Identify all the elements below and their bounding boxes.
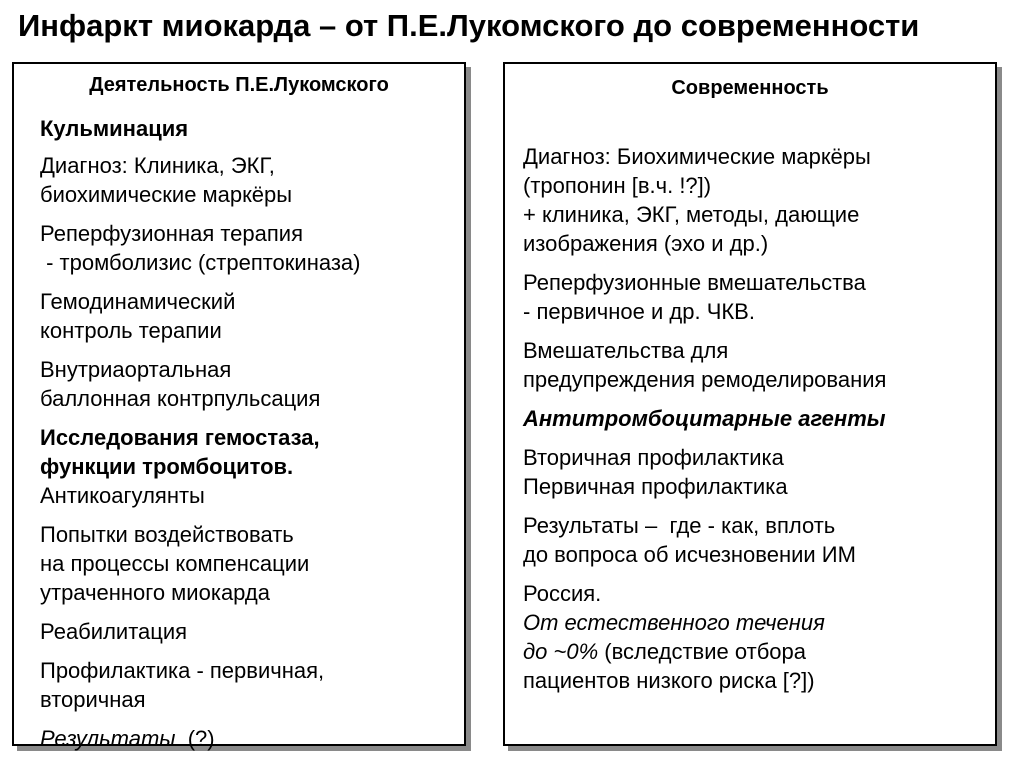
prophylaxis-item: [523, 443, 886, 501]
compensation-line-2: на процессы компенсации: [40, 551, 310, 576]
balloon-line-1: Внутриаортальная: [40, 357, 232, 382]
right-reperfusion-line-1: Реперфузионные вмешательства: [523, 270, 866, 295]
prevention-item: [40, 656, 361, 714]
prevention-line-1: Профилактика - первичная,: [40, 658, 325, 683]
right-diagnosis-item: [523, 142, 886, 258]
remodeling-line-2: предупреждения ремоделирования: [523, 367, 887, 392]
prevention-line-2: вторичная: [40, 687, 146, 712]
remodeling-item: [523, 336, 886, 394]
hemostasis-item: [40, 423, 361, 510]
left-reperfusion-item: [40, 219, 361, 277]
right-box-heading: Современность: [671, 77, 829, 99]
right-results-line-2: до вопроса об исчезновении ИМ: [523, 542, 856, 567]
anticoagulants-line: Антикоагулянты: [40, 483, 205, 508]
hemodynamic-line-2: контроль терапии: [40, 318, 222, 343]
balloon-line-2: баллонная контрпульсация: [40, 386, 321, 411]
left-results-value: (?): [175, 726, 215, 751]
prophylaxis-line-1: Вторичная профилактика: [523, 445, 784, 470]
right-reperfusion-line-2: - первичное и др. ЧКВ.: [523, 299, 755, 324]
lukomsky-activity-box: [12, 62, 466, 751]
left-reperfusion-line-2: - тромболизис (стрептокиназа): [40, 250, 361, 275]
left-box-heading: Деятельность П.Е.Лукомского: [89, 74, 389, 96]
right-diagnosis-line-2: (тропонин [в.ч. !?]): [523, 173, 712, 198]
right-diagnosis-line-1: Диагноз: Биохимические маркёры: [523, 144, 871, 169]
right-results-line-1: Результаты – где - как, вплоть: [523, 513, 836, 538]
left-results-label: Результаты: [40, 726, 176, 751]
zero-value: до ~0%: [523, 639, 599, 664]
antiplatelet-item: Антитромбоцитарные агенты: [523, 406, 886, 431]
modern-box: [503, 62, 997, 746]
culmination-label: Кульминация: [40, 116, 189, 141]
prophylaxis-line-2: Первичная профилактика: [523, 474, 788, 499]
right-results-item: [523, 511, 886, 569]
compensation-item: [40, 520, 361, 607]
hemodynamic-line-1: Гемодинамический: [40, 289, 236, 314]
russia-label: Россия.: [523, 581, 602, 606]
zero-reason: (вследствие отбора: [598, 639, 806, 664]
right-diagnosis-line-4: изображения (эхо и др.): [523, 231, 769, 256]
compensation-line-1: Попытки воздействовать: [40, 522, 294, 547]
right-diagnosis-line-3: + клиника, ЭКГ, методы, дающие: [523, 202, 860, 227]
slide-title: Инфаркт миокарда – от П.Е.Лукомского до современности: [18, 8, 920, 43]
right-reperfusion-item: [523, 268, 886, 326]
left-items: [40, 114, 361, 763]
natural-course-line: От естественного течения: [523, 610, 825, 635]
rehab-item: Реабилитация: [40, 619, 188, 644]
left-diagnosis-item: [40, 151, 361, 209]
left-diagnosis-line-1: Диагноз: Клиника, ЭКГ,: [40, 153, 275, 178]
hemostasis-line-2: функции тромбоцитов.: [40, 454, 294, 479]
russia-item: [523, 579, 886, 695]
remodeling-line-1: Вмешательства для: [523, 338, 729, 363]
hemostasis-line-1: Исследования гемостаза,: [40, 425, 320, 450]
hemodynamic-item: [40, 287, 361, 345]
left-results-item: [40, 724, 361, 753]
compensation-line-3: утраченного миокарда: [40, 580, 270, 605]
zero-line: [523, 637, 886, 666]
left-reperfusion-line-1: Реперфузионная терапия: [40, 221, 304, 246]
low-risk-line: пациентов низкого риска [?]): [523, 668, 815, 693]
left-diagnosis-line-2: биохимические маркёры: [40, 182, 293, 207]
balloon-item: [40, 355, 361, 413]
right-items: [523, 142, 886, 705]
